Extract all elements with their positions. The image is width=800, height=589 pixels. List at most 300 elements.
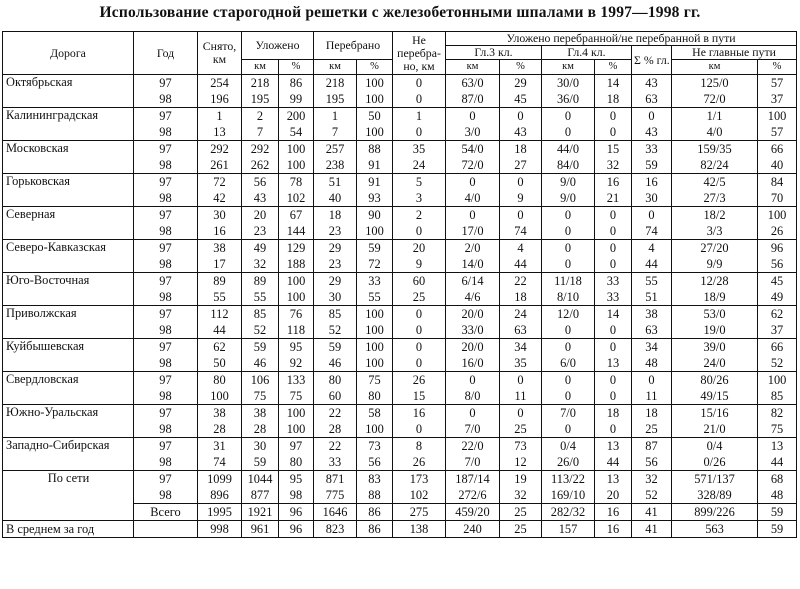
- table-cell: 159/35: [672, 141, 758, 158]
- table-cell: 63: [500, 322, 542, 339]
- table-cell: 27: [500, 157, 542, 174]
- table-cell: 22: [314, 438, 357, 455]
- table-cell: 88: [357, 487, 393, 504]
- year-cell: Всего: [134, 504, 198, 521]
- table-cell: 80: [279, 454, 314, 471]
- table-cell: 100: [758, 372, 797, 389]
- table-cell: 52: [314, 322, 357, 339]
- year-cell: 98: [134, 190, 198, 207]
- table-cell: 49: [242, 240, 279, 257]
- year-cell: 97: [134, 174, 198, 191]
- network-label: По сети: [3, 471, 134, 521]
- empty-cell: [134, 521, 198, 538]
- table-cell: 102: [393, 487, 446, 504]
- table-cell: 100: [279, 405, 314, 422]
- table-cell: 0: [595, 240, 632, 257]
- year-cell: 98: [134, 289, 198, 306]
- table-cell: 28: [314, 421, 357, 438]
- table-cell: 961: [242, 521, 279, 538]
- table-cell: 26: [393, 372, 446, 389]
- table-cell: 26/0: [542, 454, 595, 471]
- table-cell: 16: [595, 174, 632, 191]
- table-cell: 100: [758, 108, 797, 125]
- table-cell: 218: [314, 75, 357, 92]
- table-cell: 4/6: [446, 289, 500, 306]
- table-row: [3, 372, 797, 389]
- table-cell: 100: [357, 339, 393, 356]
- table-cell: 62: [198, 339, 242, 356]
- table-cell: 96: [758, 240, 797, 257]
- table-cell: 19: [500, 471, 542, 488]
- table-cell: 2/0: [446, 240, 500, 257]
- table-cell: 100: [279, 421, 314, 438]
- table-cell: 7: [242, 124, 279, 141]
- table-cell: 29: [500, 75, 542, 92]
- table-cell: 0: [542, 372, 595, 389]
- table-cell: 25: [500, 421, 542, 438]
- table-cell: 16: [595, 504, 632, 521]
- table-cell: 19/0: [672, 322, 758, 339]
- table-cell: 23: [314, 223, 357, 240]
- road-name: Калининградская: [3, 108, 134, 141]
- table-cell: 53/0: [672, 306, 758, 323]
- table-cell: 262: [242, 157, 279, 174]
- table-cell: 96: [279, 504, 314, 521]
- table-cell: 100: [357, 421, 393, 438]
- table-cell: 118: [279, 322, 314, 339]
- table-cell: 22: [314, 405, 357, 422]
- table-cell: 0: [632, 372, 672, 389]
- table-cell: 8/0: [446, 388, 500, 405]
- table-cell: 55: [198, 289, 242, 306]
- table-cell: 17: [198, 256, 242, 273]
- table-cell: 1/1: [672, 108, 758, 125]
- table-cell: 100: [357, 124, 393, 141]
- table-cell: 51: [632, 289, 672, 306]
- road-name: Юго-Восточная: [3, 273, 134, 306]
- table-cell: 282/32: [542, 504, 595, 521]
- table-cell: 100: [357, 306, 393, 323]
- table-cell: 56: [357, 454, 393, 471]
- table-cell: 11: [500, 388, 542, 405]
- table-cell: 37: [758, 322, 797, 339]
- table-cell: 187/14: [446, 471, 500, 488]
- table-cell: 13: [198, 124, 242, 141]
- table-cell: 2: [242, 108, 279, 125]
- table-cell: 26: [393, 454, 446, 471]
- road-name: Октябрьская: [3, 75, 134, 108]
- table-cell: 100: [357, 355, 393, 372]
- table-cell: 54/0: [446, 141, 500, 158]
- table-cell: 46: [314, 355, 357, 372]
- table-cell: 0: [500, 174, 542, 191]
- table-cell: 75: [357, 372, 393, 389]
- table-cell: 14: [595, 306, 632, 323]
- header-unit-pct: %: [279, 60, 314, 75]
- table-cell: 254: [198, 75, 242, 92]
- table-cell: 85: [242, 306, 279, 323]
- table-cell: 0: [542, 421, 595, 438]
- table-cell: 37: [758, 91, 797, 108]
- table-cell: 55: [632, 273, 672, 290]
- table-cell: 16: [595, 521, 632, 538]
- table-cell: 0: [595, 372, 632, 389]
- table-cell: 55: [242, 289, 279, 306]
- table-cell: 257: [314, 141, 357, 158]
- table-cell: 1099: [198, 471, 242, 488]
- table-cell: 4: [632, 240, 672, 257]
- header-unit-km: км: [542, 60, 595, 75]
- table-cell: 33/0: [446, 322, 500, 339]
- table-cell: 87: [632, 438, 672, 455]
- table-cell: 0: [542, 322, 595, 339]
- table-cell: 40: [314, 190, 357, 207]
- table-cell: 0: [542, 223, 595, 240]
- table-cell: 51: [314, 174, 357, 191]
- table-cell: 2: [393, 207, 446, 224]
- table-cell: 272/6: [446, 487, 500, 504]
- header-gl3: Гл.3 кл.: [446, 46, 542, 60]
- table-cell: 34: [632, 339, 672, 356]
- table-cell: 60: [314, 388, 357, 405]
- table-cell: 0: [595, 421, 632, 438]
- table-cell: 1995: [198, 504, 242, 521]
- year-cell: 98: [134, 256, 198, 273]
- table-cell: 102: [279, 190, 314, 207]
- table-cell: 0: [500, 405, 542, 422]
- table-cell: 44: [632, 256, 672, 273]
- table-cell: 0: [542, 108, 595, 125]
- table-cell: 9/9: [672, 256, 758, 273]
- table-row: [3, 306, 797, 323]
- table-cell: 100: [357, 322, 393, 339]
- table-cell: 11/18: [542, 273, 595, 290]
- table-cell: 18/9: [672, 289, 758, 306]
- table-cell: 0: [595, 223, 632, 240]
- table-cell: 22: [500, 273, 542, 290]
- table-cell: 59: [758, 504, 797, 521]
- table-cell: 55: [357, 289, 393, 306]
- table-cell: 75: [279, 388, 314, 405]
- table-cell: 57: [758, 124, 797, 141]
- table-cell: 100: [357, 223, 393, 240]
- table-cell: 73: [357, 438, 393, 455]
- header-road: Дорога: [3, 32, 134, 75]
- table-cell: 48: [632, 355, 672, 372]
- table-cell: 157: [542, 521, 595, 538]
- table-cell: 775: [314, 487, 357, 504]
- table-cell: 275: [393, 504, 446, 521]
- table-cell: 871: [314, 471, 357, 488]
- table-cell: 0: [542, 256, 595, 273]
- table-cell: 54: [279, 124, 314, 141]
- table-cell: 571/137: [672, 471, 758, 488]
- table-cell: 33: [632, 141, 672, 158]
- table-cell: 896: [198, 487, 242, 504]
- table-cell: 125/0: [672, 75, 758, 92]
- table-cell: 76: [279, 306, 314, 323]
- table-cell: 998: [198, 521, 242, 538]
- year-cell: 97: [134, 405, 198, 422]
- table-cell: 100: [198, 388, 242, 405]
- table-cell: 3/3: [672, 223, 758, 240]
- table-cell: 0: [393, 124, 446, 141]
- table-cell: 29: [314, 273, 357, 290]
- table-cell: 100: [279, 273, 314, 290]
- table-cell: 63: [632, 91, 672, 108]
- table-cell: 292: [242, 141, 279, 158]
- table-cell: 18: [632, 405, 672, 422]
- table-cell: 14/0: [446, 256, 500, 273]
- table-cell: 18/2: [672, 207, 758, 224]
- table-cell: 5: [393, 174, 446, 191]
- year-cell: 98: [134, 223, 198, 240]
- table-cell: 74: [500, 223, 542, 240]
- table-row: [3, 207, 797, 224]
- header-laid-track: Уложено перебранной/не перебранной в пути: [446, 32, 797, 46]
- table-cell: 0: [393, 91, 446, 108]
- table-cell: 200: [279, 108, 314, 125]
- table-cell: 100: [357, 91, 393, 108]
- table-cell: 0: [595, 207, 632, 224]
- table-cell: 20: [393, 240, 446, 257]
- page-title: Использование старогодной решетки с железобетонными шпалами в 1997—1998 гг.: [99, 4, 701, 21]
- table-cell: 43: [632, 75, 672, 92]
- year-cell: 97: [134, 438, 198, 455]
- table-cell: 38: [198, 405, 242, 422]
- table-cell: 31: [198, 438, 242, 455]
- table-cell: 9/0: [542, 190, 595, 207]
- year-cell: 98: [134, 91, 198, 108]
- header-unit-pct: %: [758, 60, 797, 75]
- year-cell: 97: [134, 471, 198, 488]
- table-cell: 138: [393, 521, 446, 538]
- table-cell: 0: [393, 306, 446, 323]
- table-cell: 129: [279, 240, 314, 257]
- table-cell: 26: [758, 223, 797, 240]
- table-cell: 0: [595, 339, 632, 356]
- table-cell: 38: [242, 405, 279, 422]
- table-cell: 44: [198, 322, 242, 339]
- table-cell: 91: [357, 174, 393, 191]
- table-cell: 24/0: [672, 355, 758, 372]
- table-cell: 73: [500, 438, 542, 455]
- table-cell: 44/0: [542, 141, 595, 158]
- table-cell: 35: [393, 141, 446, 158]
- table-cell: 91: [357, 157, 393, 174]
- table-cell: 56: [242, 174, 279, 191]
- year-cell: 97: [134, 240, 198, 257]
- table-cell: 0/26: [672, 454, 758, 471]
- table-cell: 50: [198, 355, 242, 372]
- header-unit-km: км: [314, 60, 357, 75]
- table-cell: 44: [595, 454, 632, 471]
- road-name: Куйбышевская: [3, 339, 134, 372]
- table-cell: 20/0: [446, 339, 500, 356]
- table-cell: 29: [314, 240, 357, 257]
- table-cell: 82/24: [672, 157, 758, 174]
- table-cell: 72/0: [446, 157, 500, 174]
- road-name: Западно-Сибирская: [3, 438, 134, 471]
- table-cell: 4: [500, 240, 542, 257]
- table-cell: 86: [357, 504, 393, 521]
- table-cell: 85: [758, 388, 797, 405]
- table-cell: 0/4: [672, 438, 758, 455]
- table-cell: 1921: [242, 504, 279, 521]
- table-cell: 0: [500, 207, 542, 224]
- table-cell: 0: [595, 256, 632, 273]
- table-cell: 30: [242, 438, 279, 455]
- table-cell: 459/20: [446, 504, 500, 521]
- table-row: [3, 405, 797, 422]
- table-cell: 72: [357, 256, 393, 273]
- table-cell: 0: [393, 75, 446, 92]
- table-cell: 0: [393, 421, 446, 438]
- table-cell: 1: [314, 108, 357, 125]
- table-cell: 8: [393, 438, 446, 455]
- table-cell: 82: [758, 405, 797, 422]
- table-cell: 14: [595, 75, 632, 92]
- table-cell: 52: [632, 487, 672, 504]
- header-not-sorted: Не перебра-но, км: [393, 32, 446, 75]
- table-cell: 30: [632, 190, 672, 207]
- table-cell: 35: [500, 355, 542, 372]
- table-cell: 7/0: [542, 405, 595, 422]
- table-cell: 8/10: [542, 289, 595, 306]
- table-cell: 13: [595, 355, 632, 372]
- year-cell: 97: [134, 273, 198, 290]
- table-cell: 188: [279, 256, 314, 273]
- header-year: Год: [134, 32, 198, 75]
- table-cell: 100: [279, 289, 314, 306]
- table-cell: 7: [314, 124, 357, 141]
- table-cell: 4/0: [446, 190, 500, 207]
- table-cell: 89: [242, 273, 279, 290]
- table-cell: 0: [446, 108, 500, 125]
- table-cell: 196: [198, 91, 242, 108]
- table-cell: 0: [595, 124, 632, 141]
- table-cell: 58: [357, 405, 393, 422]
- table-cell: 74: [632, 223, 672, 240]
- table-cell: 97: [279, 438, 314, 455]
- table-cell: 100: [758, 207, 797, 224]
- table-cell: 0: [446, 372, 500, 389]
- table-cell: 59: [357, 240, 393, 257]
- table-cell: 40: [758, 157, 797, 174]
- table-cell: 59: [242, 339, 279, 356]
- table-cell: 21/0: [672, 421, 758, 438]
- table-cell: 3: [393, 190, 446, 207]
- table-cell: 46: [242, 355, 279, 372]
- table-cell: 84: [758, 174, 797, 191]
- table-cell: 86: [279, 75, 314, 92]
- header-unit-pct: %: [595, 60, 632, 75]
- table-cell: 87/0: [446, 91, 500, 108]
- table-cell: 0: [542, 339, 595, 356]
- table-cell: 52: [758, 355, 797, 372]
- year-cell: 97: [134, 306, 198, 323]
- table-cell: 41: [632, 504, 672, 521]
- table-cell: 44: [500, 256, 542, 273]
- table-cell: 0/4: [542, 438, 595, 455]
- table-cell: 33: [595, 289, 632, 306]
- table-cell: 24: [500, 306, 542, 323]
- road-name: Московская: [3, 141, 134, 174]
- table-cell: 27/20: [672, 240, 758, 257]
- table-row: [3, 273, 797, 290]
- table-cell: 49/15: [672, 388, 758, 405]
- table-row: [3, 75, 797, 92]
- table-cell: 52: [242, 322, 279, 339]
- table-cell: 16: [198, 223, 242, 240]
- table-cell: 78: [279, 174, 314, 191]
- table-cell: 12/28: [672, 273, 758, 290]
- table-cell: 18: [500, 289, 542, 306]
- year-cell: 97: [134, 372, 198, 389]
- table-cell: 9: [393, 256, 446, 273]
- table-cell: 36/0: [542, 91, 595, 108]
- table-cell: 238: [314, 157, 357, 174]
- header-sum-pct: Σ % гл.: [632, 46, 672, 75]
- table-cell: 0: [393, 322, 446, 339]
- table-cell: 90: [357, 207, 393, 224]
- table-cell: 57: [758, 75, 797, 92]
- table-cell: 56: [632, 454, 672, 471]
- table-cell: 24: [393, 157, 446, 174]
- table-cell: 563: [672, 521, 758, 538]
- table-cell: 42/5: [672, 174, 758, 191]
- table-cell: 0: [632, 207, 672, 224]
- header-unit-pct: %: [500, 60, 542, 75]
- table-cell: 59: [632, 157, 672, 174]
- table-cell: 113/22: [542, 471, 595, 488]
- table-cell: 95: [279, 471, 314, 488]
- average-label: В среднем за год: [3, 521, 134, 538]
- table-cell: 25: [500, 521, 542, 538]
- table-cell: 13: [595, 438, 632, 455]
- table-row: [3, 339, 797, 356]
- header-non-main: Не главные пути: [672, 46, 797, 60]
- table-cell: 328/89: [672, 487, 758, 504]
- table-cell: 93: [357, 190, 393, 207]
- table-cell: 75: [758, 421, 797, 438]
- header-unit-km: км: [242, 60, 279, 75]
- table-row: [3, 438, 797, 455]
- table-cell: 43: [242, 190, 279, 207]
- table-cell: 45: [758, 273, 797, 290]
- table-cell: 100: [279, 157, 314, 174]
- table-cell: 60: [393, 273, 446, 290]
- table-cell: 95: [279, 339, 314, 356]
- table-cell: 195: [242, 91, 279, 108]
- table-cell: 13: [758, 438, 797, 455]
- table-cell: 0: [595, 108, 632, 125]
- table-cell: 22/0: [446, 438, 500, 455]
- table-cell: 99: [279, 91, 314, 108]
- table-cell: 45: [500, 91, 542, 108]
- data-table: [2, 31, 797, 538]
- header-unit-km: км: [446, 60, 500, 75]
- table-cell: 112: [198, 306, 242, 323]
- table-cell: 67: [279, 207, 314, 224]
- header-gl4: Гл.4 кл.: [542, 46, 632, 60]
- road-name: Северная: [3, 207, 134, 240]
- table-cell: 3/0: [446, 124, 500, 141]
- table-cell: 100: [279, 141, 314, 158]
- year-cell: 97: [134, 207, 198, 224]
- year-cell: 98: [134, 157, 198, 174]
- table-cell: 70: [758, 190, 797, 207]
